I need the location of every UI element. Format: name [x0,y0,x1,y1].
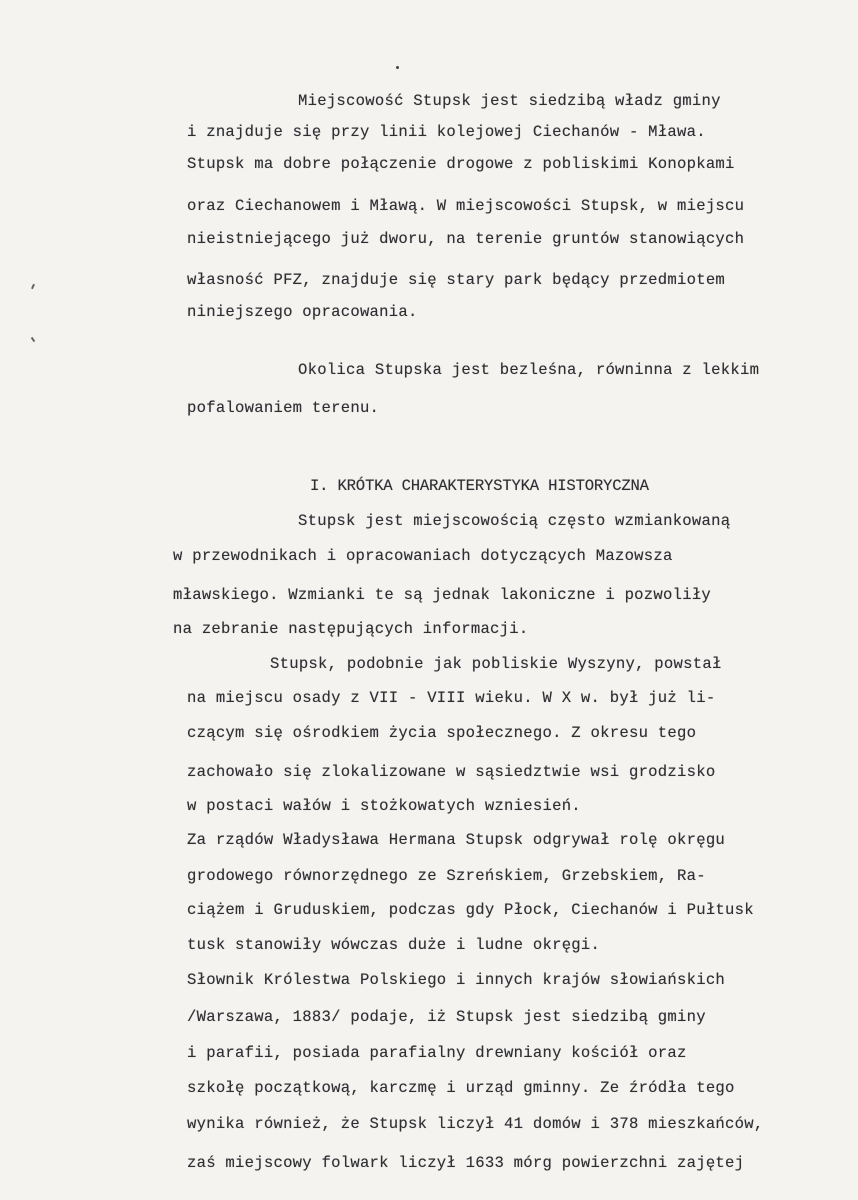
text-line: tusk stanowiły wówczas duże i ludne okręgi. [187,936,601,954]
text-line: szkołę początkową, karczmę i urząd gminny. Ze źródła tego [187,1079,735,1097]
text-line: i parafii, posiada parafialny drewniany kościół oraz [187,1044,687,1062]
text-line: na miejscu osady z VII - VIII wieku. W X w. był już li- [187,689,716,707]
text-line: zaś miejscowy folwark liczył 1633 mórg powierzchni zajętej [187,1154,745,1172]
text-line: Stupsk ma dobre połączenie drogowe z pobliskimi Konopkami [187,155,735,173]
margin-speck [31,337,36,342]
top-mark [396,66,399,69]
text-line: czącym się ośrodkiem życia społecznego. Z okresu tego [187,724,697,742]
text-line: Słownik Królestwa Polskiego i innych krajów słowiańskich [187,971,726,989]
text-line: mławskiego. Wzmianki te są jednak lakoniczne i pozwoliły [173,586,712,604]
text-line: Za rządów Władysława Hermana Stupsk odgrywał rolę okręgu [187,831,726,849]
text-line: w przewodnikach i opracowaniach dotyczących Mazowsza [173,547,673,565]
text-line: wynika również, że Stupsk liczył 41 domów i 378 mieszkańców, [187,1115,764,1133]
text-line: i znajduje się przy linii kolejowej Ciechanów - Mława. [187,123,706,141]
section-heading: I. KRÓTKA CHARAKTERYSTYKA HISTORYCZNA [310,477,649,495]
text-line: /Warszawa, 1883/ podaje, iż Stupsk jest siedzibą gminy [187,1008,706,1026]
text-line: zachowało się zlokalizowane w sąsiedztwie wsi grodzisko [187,763,716,781]
text-line: grodowego równorzędnego ze Szreńskiem, Grzebskiem, Ra- [187,867,706,885]
text-line: niniejszego opracowania. [187,303,418,321]
text-line: nieistniejącego już dworu, na terenie gruntów stanowiących [187,230,745,248]
text-line: ciążem i Gruduskiem, podczas gdy Płock, Ciechanów i Pułtusk [187,901,754,919]
text-line: Stupsk, podobnie jak pobliskie Wyszyny, powstał [270,655,722,673]
text-line: pofalowaniem terenu. [187,399,380,417]
text-line: własność PFZ, znajduje się stary park będący przedmiotem [187,271,726,289]
text-line: Miejscowość Stupsk jest siedzibą władz gminy [298,92,721,110]
text-line: oraz Ciechanowem i Mławą. W miejscowości Stupsk, w miejscu [187,197,745,215]
text-line: na zebranie następujących informacji. [173,620,529,638]
margin-speck [31,284,35,289]
text-line: Stupsk jest miejscowością często wzmiankowaną [298,512,731,530]
text-line: Okolica Stupska jest bezleśna, równinna z lekkim [298,361,760,379]
text-line: w postaci wałów i stożkowatych wzniesień. [187,797,581,815]
